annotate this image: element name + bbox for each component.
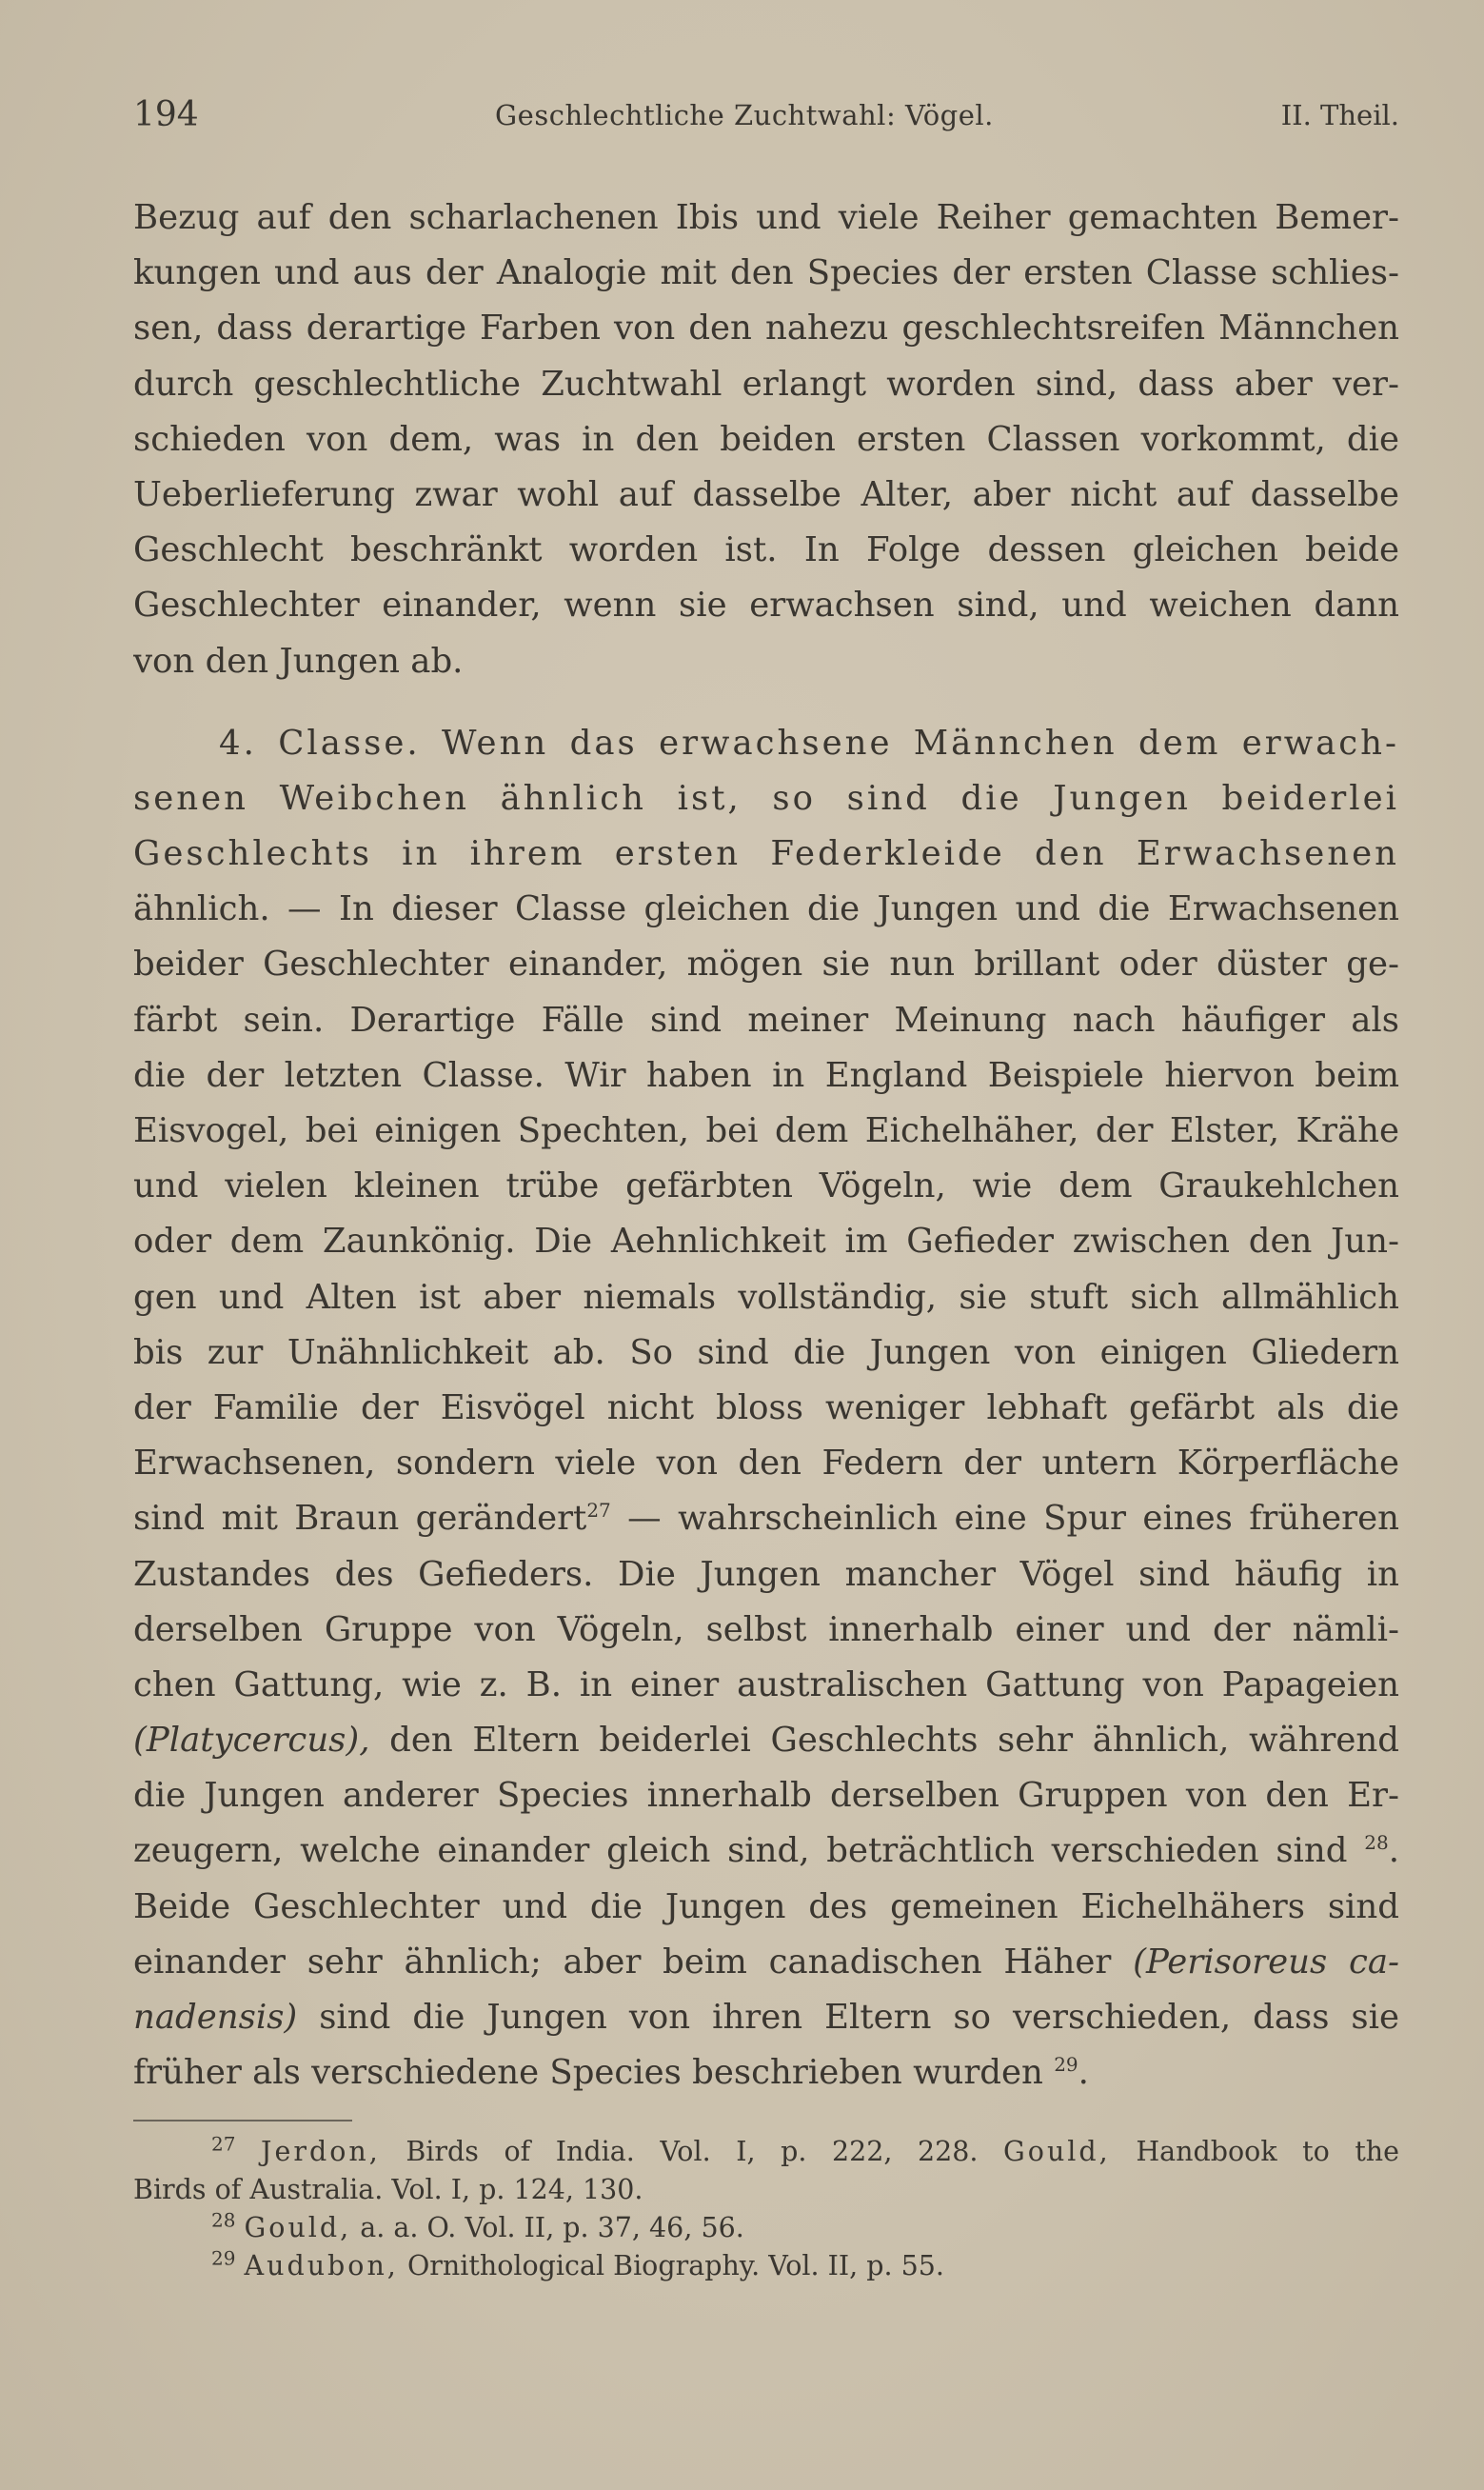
text-line: chen Gattung, wie z. B. in einer australischen Gattung von Papageien	[133, 1664, 1399, 1704]
text-line: durch geschlechtliche Zuchtwahl erlangt worden sind, dass aber ver-	[133, 364, 1399, 404]
footnote-ref-29[interactable]: 29	[1054, 2053, 1078, 2077]
text-line: (Platycercus), den Eltern beiderlei Geschlechts sehr ähnlich, während	[133, 1721, 1399, 1761]
text-line: färbt sein. Derartige Fälle sind meiner Meinung nach häufiger als	[133, 1000, 1399, 1040]
text-line: ähnlich. — In dieser Classe gleichen die Jungen und die Erwachsenen	[133, 889, 1399, 929]
text-line: Geschlechter einander, wenn sie erwachsen sind, und weichen dann	[133, 586, 1399, 626]
part-label: II. Theil.	[1280, 99, 1399, 131]
text-line: nadensis) sind die Jungen von ihren Eltern so verschieden, dass sie	[133, 1998, 1399, 2037]
text-line: einander sehr ähnlich; aber beim canadischen Häher (Perisoreus ca-	[133, 1942, 1399, 1982]
page-number: 194	[133, 95, 199, 134]
text-line: sind mit Braun gerändert$^{27}$ — wahrscheinlich eine Spur eines früheren	[133, 1499, 1399, 1539]
text-line: Geschlechts in ihrem ersten Federkleide den Erwachsenen	[133, 834, 1399, 874]
footnote-ref-27[interactable]: 27	[586, 1499, 611, 1523]
text-line: Eisvogel, bei einigen Spechten, bei dem Eichelhäher, der Elster, Krähe	[133, 1111, 1399, 1150]
text-line: früher als verschiedene Species beschrieben wurden $^{29}$.	[133, 2053, 1089, 2093]
text-line: Bezug auf den scharlachenen Ibis und viele Reiher gemachten Bemer-	[133, 198, 1399, 237]
text-line: oder dem Zaunkönig. Die Aehnlichkeit im Gefieder zwischen den Jun-	[133, 1222, 1399, 1262]
text-line: der Familie der Eisvögel nicht bloss weniger lebhaft gefärbt als die	[133, 1387, 1399, 1427]
text-line: Ueberlieferung zwar wohl auf dasselbe Alter, aber nicht auf dasselbe	[133, 474, 1399, 514]
text-line: Zustandes des Gefieders. Die Jungen mancher Vögel sind häufig in	[133, 1554, 1399, 1594]
running-title: Geschlechtliche Zuchtwahl: Vögel.	[495, 99, 994, 131]
page-header	[133, 95, 1399, 152]
footnote-divider	[133, 2120, 352, 2121]
text-line: Beide Geschlechter und die Jungen des gemeinen Eichelhähers sind	[133, 1886, 1399, 1926]
species-name-cont: nadensis)	[133, 1998, 298, 2037]
text-line: gen und Alten ist aber niemals vollständig, sie stuft sich allmählich	[133, 1277, 1399, 1317]
paragraph-1	[133, 190, 1399, 689]
footnote-29: $^{29}$ Audubon, Ornithological Biography. Vol. II, p. 55.	[211, 2246, 944, 2282]
footnote-27-cont: Birds of Australia. Vol. I, p. 124, 130.	[133, 2174, 643, 2206]
text-line: derselben Gruppe von Vögeln, selbst innerhalb einer und der nämli-	[133, 1609, 1399, 1649]
text-line: beider Geschlechter einander, mögen sie nun brillant oder düster ge-	[133, 945, 1399, 985]
footnote-27: $^{27}$ Jerdon, Birds of India. Vol. I, p. 222, 228. Gould, Handbook to the	[211, 2132, 1400, 2168]
text-line: Geschlecht beschränkt worden ist. In Folge dessen gleichen beide	[133, 530, 1399, 570]
text-line: Erwachsenen, sondern viele von den Federn der untern Körperfläche	[133, 1444, 1399, 1484]
text-line: senen Weibchen ähnlich ist, so sind die Jungen beiderlei	[133, 778, 1399, 818]
text-line: die Jungen anderer Species innerhalb derselben Gruppen von den Er-	[133, 1776, 1399, 1816]
text-line: kungen und aus der Analogie mit den Species der ersten Classe schlies-	[133, 253, 1399, 293]
footnotes	[133, 2133, 1399, 2285]
text-line: 4. Classe. Wenn das erwachsene Männchen dem erwach-	[219, 723, 1399, 763]
book-page	[133, 95, 1399, 2285]
section-heading: 4. Classe.	[219, 723, 421, 763]
species-name: (Perisoreus ca-	[1133, 1942, 1399, 1982]
text-line: zeugern, welche einander gleich sind, beträchtlich verschieden sind $^{28}$.	[133, 1831, 1399, 1871]
text-line: bis zur Unähnlichkeit ab. So sind die Jungen von einigen Gliedern	[133, 1332, 1399, 1372]
text-line: von den Jungen ab.	[133, 641, 464, 681]
footnote-ref-28[interactable]: 28	[1364, 1831, 1389, 1855]
text-line: schieden von dem, was in den beiden ersten Classen vorkommt, die	[133, 419, 1399, 459]
genus-name: (Platycercus),	[133, 1721, 370, 1761]
text-line: die der letzten Classe. Wir haben in England Beispiele hiervon beim	[133, 1055, 1399, 1095]
footnote-28: $^{28}$ Gould, a. a. O. Vol. II, p. 37, 46, 56.	[211, 2208, 744, 2244]
text-line: und vielen kleinen trübe gefärbten Vögeln, wie dem Graukehlchen	[133, 1166, 1399, 1206]
body-text	[133, 190, 1399, 2101]
text-line: sen, dass derartige Farben von den nahezu geschlechtsreifen Männchen	[133, 309, 1399, 349]
paragraph-2	[133, 716, 1399, 2102]
